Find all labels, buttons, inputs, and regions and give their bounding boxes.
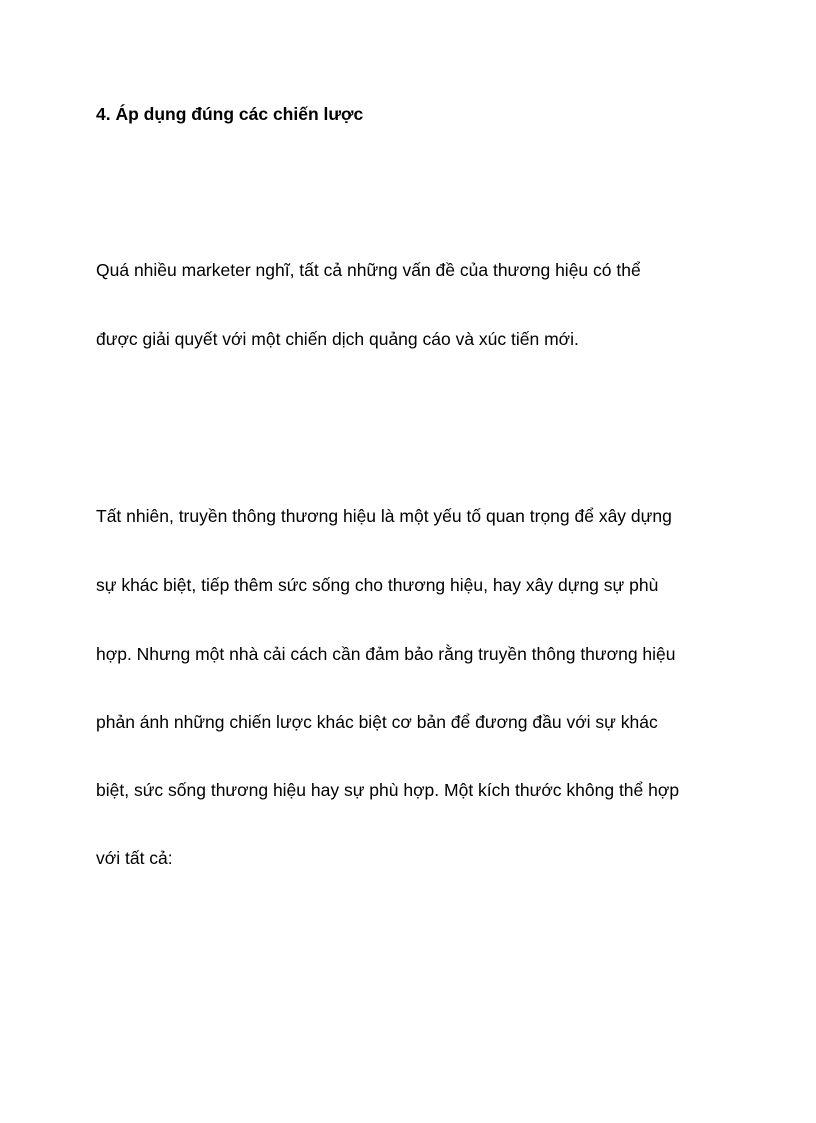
paragraph-2-line-1: Tất nhiên, truyền thông thương hiệu là một yếu tố quan trọng để xây dựng xyxy=(96,506,672,526)
paragraph-2-line-3: hợp. Nhưng một nhà cải cách cần đảm bảo rằng truyền thông thương hiệu xyxy=(96,644,676,664)
paragraph-2-line-6: với tất cả: xyxy=(96,848,173,868)
section-heading: 4. Áp dụng đúng các chiến lược xyxy=(96,104,364,124)
paragraph-2-line-4: phản ánh những chiến lược khác biệt cơ bản để đương đầu với sự khác xyxy=(96,712,658,732)
paragraph-1-line-1: Quá nhiều marketer nghĩ, tất cả những vấn đề của thương hiệu có thể xyxy=(96,260,641,280)
paragraph-1-line-2: được giải quyết với một chiến dịch quảng cáo và xúc tiến mới. xyxy=(96,329,579,349)
paragraph-2-line-5: biệt, sức sống thương hiệu hay sự phù hợp. Một kích thước không thể hợp xyxy=(96,780,680,800)
paragraph-2-line-2: sự khác biệt, tiếp thêm sức sống cho thương hiệu, hay xây dựng sự phù xyxy=(96,575,659,595)
